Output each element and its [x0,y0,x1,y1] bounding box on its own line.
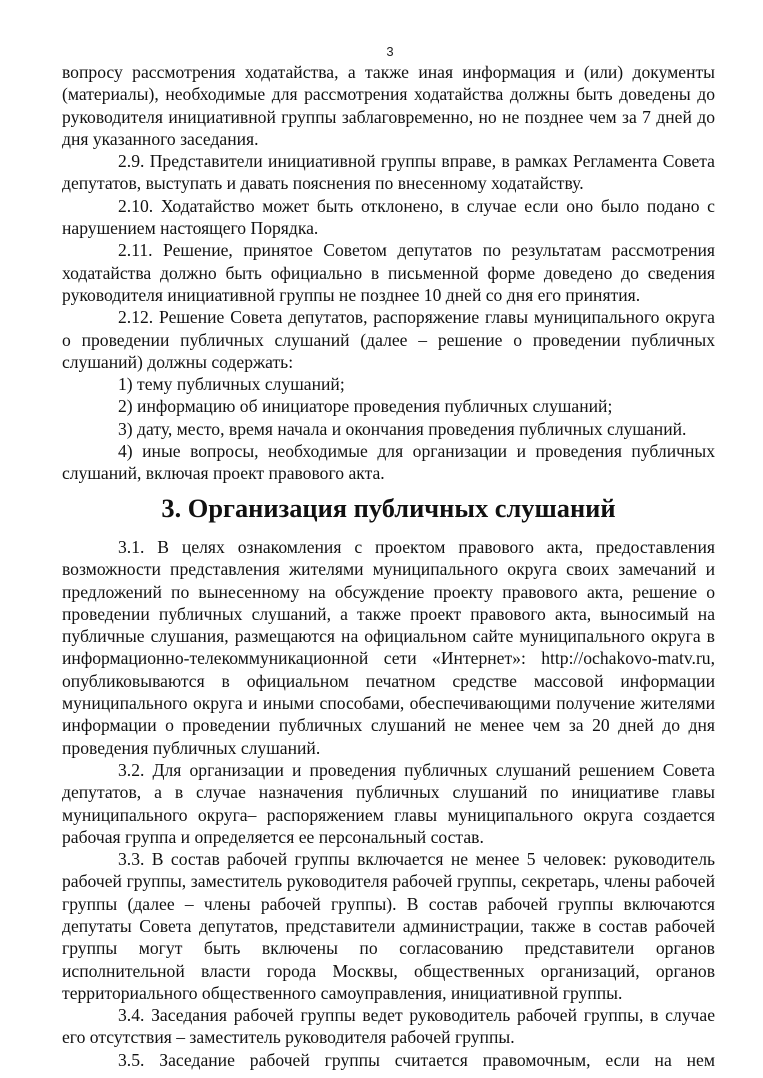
paragraph-2-9: 2.9. Представители инициативной группы вправе, в рамках Регламента Совета депутатов, выступать и давать пояснения по внесенному ходатайству. [62,151,715,194]
list-item-4: 4) иные вопросы, необходимые для организации и проведения публичных слушаний, включая проект правового акта. [62,441,715,484]
list-item-2: 2) информацию об инициаторе проведения публичных слушаний; [118,396,613,417]
paragraph-3-3: 3.3. В состав рабочей группы включается не менее 5 человек: руководитель рабочей группы, заместитель руководителя рабочей группы, секретарь, члены рабочей группы (далее – члены рабочей группы). В состав рабочей группы включаются депутаты Совета депутатов, представители администрации, также в состав рабочей группы могут быть включены по согласованию представители органов исполнительной власти города Москвы, общественных организаций, органов территориального общественного самоуправления, инициативной группы. [62,849,715,1003]
page-number: 3 [386,44,394,59]
paragraph-2-11: 2.11. Решение, принятое Советом депутатов по результатам рассмотрения ходатайства должно быть официально в письменной форме доведено до сведения руководителя инициативной группы не позднее 10 дней со дня его принятия. [62,240,715,305]
paragraph-3-2: 3.2. Для организации и проведения публичных слушаний решением Совета депутатов, а в случае назначения публичных слушаний по инициативе главы муниципального округа– распоряжением главы муниципального округа создается рабочая группа и определяется ее персональный состав. [62,759,715,847]
paragraph-3-5: 3.5. Заседание рабочей группы считается правомочным, если на нем [118,1049,715,1070]
paragraph-3-4: 3.4. Заседания рабочей группы ведет руководитель рабочей группы, в случае его отсутствия – заместитель руководителя рабочей группы. [62,1005,715,1048]
list-item-3: 3) дату, место, время начала и окончания проведения публичных слушаний. [118,418,687,439]
paragraph-3-1: 3.1. В целях ознакомления с проектом правового акта, предоставления возможности представления жителями муниципального округа своих замечаний и предложений по вынесенному на обсуждение проекту правового акта, решение о проведении публичных слушаний, а также проект правового акта, выносимый на публичные слушания, размещаются на официальном сайте муниципального округа в информационно-телекоммуникационной сети «Интернет»: http://ochakovo-matv.ru, опубликовываются в официальном печатном средстве массовой информации муниципального округа и иными способами, обеспечивающими получение жителями информации о проведении публичных слушаний не менее чем за 20 дней до дня проведения публичных слушаний. [62,536,715,758]
paragraph-continuation: вопросу рассмотрения ходатайства, а также иная информация и (или) документы (материалы), необходимые для рассмотрения ходатайства должны быть доведены до руководителя инициативной группы заблаговременно, но не позднее чем за 7 дней до дня указанного заседания. [62,62,715,149]
paragraph-2-12: 2.12. Решение Совета депутатов, распоряжение главы муниципального округа о проведении публичных слушаний (далее – решение о проведении публичных слушаний) должны содержать: [62,307,715,372]
list-item-1: 1) тему публичных слушаний; [118,374,345,395]
paragraph-2-10: 2.10. Ходатайство может быть отклонено, в случае если оно было подано с нарушением настоящего Порядка. [62,195,715,239]
document-body [62,61,715,1071]
section-heading: 3. Организация публичных слушаний [161,492,616,523]
